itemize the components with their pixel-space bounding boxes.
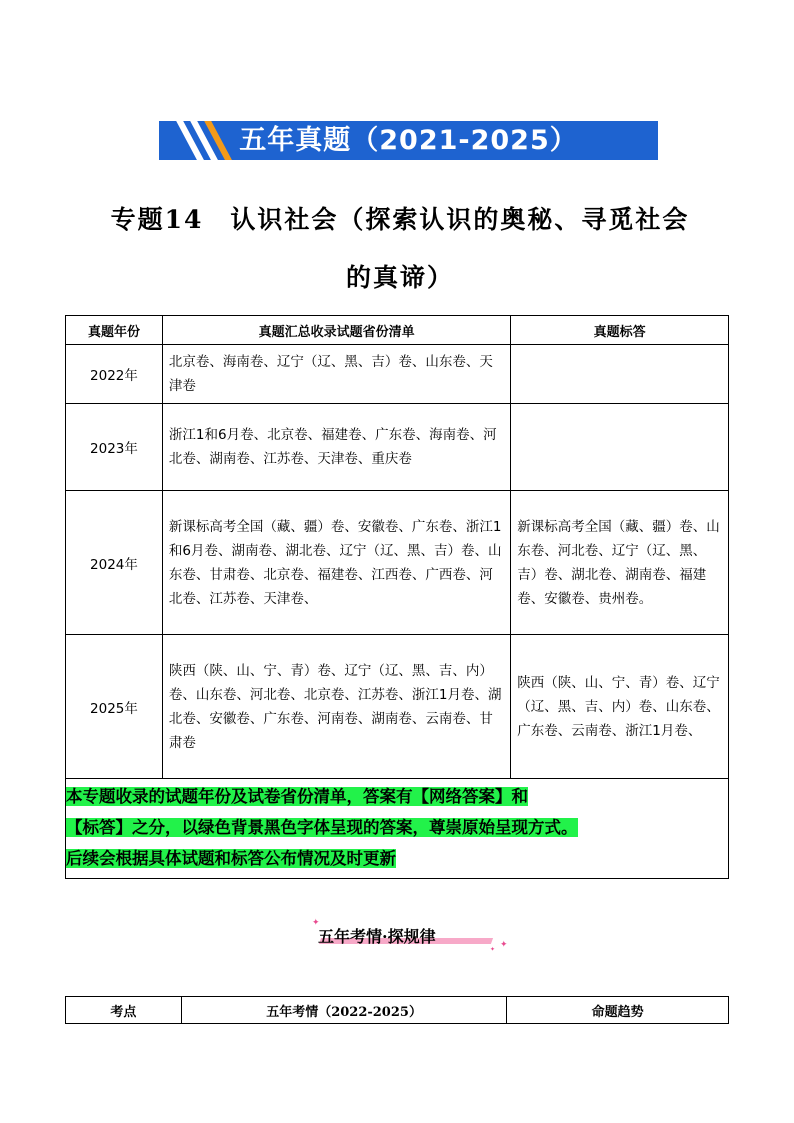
header-answer: 真题标答: [511, 316, 729, 345]
row-year: 2023年: [66, 404, 163, 491]
note-line: [66, 781, 728, 812]
exam-analysis-table: [65, 996, 729, 1024]
table-note-row: [66, 779, 729, 879]
exam-list-table: [65, 315, 729, 879]
topic-title-line2: 的真谛）: [345, 263, 454, 292]
header-year: 真题年份: [66, 316, 163, 345]
table-header-row: [66, 316, 729, 345]
row-answer: [511, 404, 729, 491]
note-cell: [66, 779, 729, 879]
row-list: 陕西（陕、山、宁、青）卷、辽宁（辽、黑、吉、内）卷、山东卷、河北卷、北京卷、江苏卷、浙江1月卷、湖北卷、安徽卷、广东卷、河南卷、湖南卷、云南卷、甘肃卷: [162, 635, 510, 779]
row-year: 2025年: [66, 635, 163, 779]
topic-title-line1: 专题14 认识社会（探索认识的奥秘、寻觅社会: [110, 205, 690, 234]
row-list: 新课标高考全国（藏、疆）卷、安徽卷、广东卷、浙江1和6月卷、湖南卷、湖北卷、辽宁（辽、黑、吉）卷、山东卷、甘肃卷、北京卷、福建卷、江西卷、广西卷、河北卷、江苏卷、天津卷、: [162, 491, 510, 635]
table-row: [66, 491, 729, 635]
table-row: [66, 404, 729, 491]
sparkle-icon: ✦: [490, 946, 496, 953]
row-list: 浙江1和6月卷、北京卷、福建卷、广东卷、海南卷、河北卷、湖南卷、江苏卷、天津卷、重庆卷: [162, 404, 510, 491]
table-header-row: [66, 997, 729, 1024]
row-year: 2022年: [66, 345, 163, 404]
row-year: 2024年: [66, 491, 163, 635]
banner-title: 五年真题（2021-2025）: [239, 125, 578, 156]
header-situation: 五年考情（2022-2025）: [181, 997, 507, 1024]
section-title: 五年考情·探规律: [318, 927, 436, 946]
note-text-highlight: 后续会根据具体试题和标答公布情况及时更新: [66, 849, 396, 868]
note-line: [66, 843, 728, 874]
header-banner: [159, 121, 658, 160]
note-text-highlight: 本专题收录的试题年份及试卷省份清单，答案有【网络答案】和: [66, 787, 528, 806]
row-answer: 陕西（陕、山、宁、青）卷、辽宁（辽、黑、吉、内）卷、山东卷、广东卷、云南卷、浙江1月卷、: [511, 635, 729, 779]
section-heading: [312, 918, 512, 953]
note-text-highlight: 【标答】之分，以绿色背景黑色字体呈现的答案，尊崇原始呈现方式。: [66, 818, 578, 837]
row-list: 北京卷、海南卷、辽宁（辽、黑、吉）卷、山东卷、天津卷: [162, 345, 510, 404]
sparkle-icon: ✦: [312, 918, 320, 928]
header-list: 真题汇总收录试题省份清单: [162, 316, 510, 345]
table-row: [66, 345, 729, 404]
header-trend: 命题趋势: [507, 997, 729, 1024]
table-row: [66, 635, 729, 779]
header-point: 考点: [66, 997, 182, 1024]
note-line: [66, 812, 728, 843]
row-answer: [511, 345, 729, 404]
row-answer: 新课标高考全国（藏、疆）卷、山东卷、河北卷、辽宁（辽、黑、吉）卷、湖北卷、湖南卷、福建卷、安徽卷、贵州卷。: [511, 491, 729, 635]
sparkle-icon: ✦: [500, 940, 508, 950]
